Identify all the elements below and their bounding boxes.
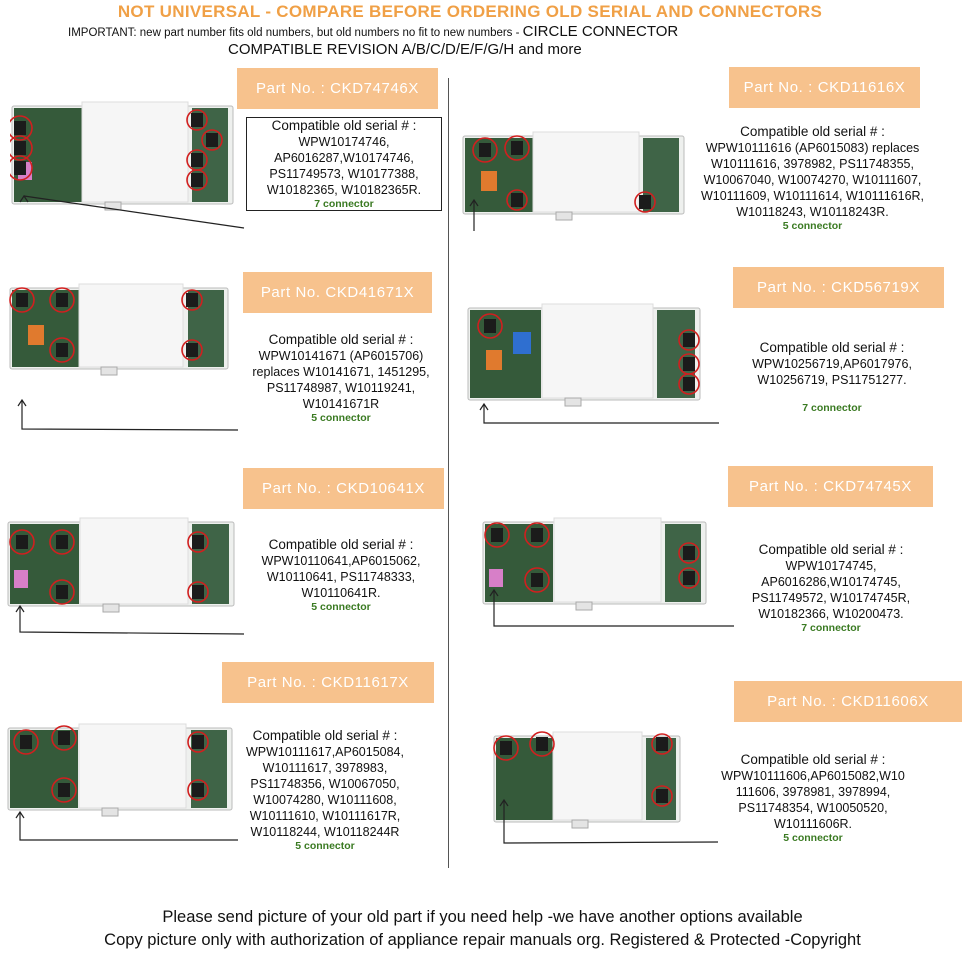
- control-board-photo: [8, 282, 230, 377]
- serial-line: W10111616, 3978982, PS11748355,: [711, 157, 914, 171]
- orange-relay: [481, 171, 497, 191]
- serial-line: PS11749573, W10177388,: [269, 167, 419, 181]
- orange-relay: [28, 325, 44, 345]
- connector-count: 5 connector: [311, 412, 371, 424]
- connector-plug: [191, 173, 203, 187]
- connector-plug: [500, 741, 512, 755]
- serial-line: W10067040, W10074270, W10111607,: [703, 173, 922, 187]
- connector-plug: [56, 585, 68, 599]
- part-number-badge: Part No. : CKD11606X: [734, 681, 962, 722]
- connector-plug: [191, 113, 203, 127]
- connector-plug: [191, 153, 203, 167]
- serial-line: W10118244, W10118244R: [250, 825, 400, 839]
- connector-plug: [511, 193, 523, 207]
- connector-count: 5 connector: [311, 601, 371, 613]
- connector-plug: [683, 357, 695, 371]
- part-number-badge: Part No. : CKD11616X: [729, 67, 920, 108]
- connector-plug: [531, 528, 543, 542]
- pointer-arrow: [488, 584, 740, 632]
- compatible-caption: Compatible old serial # :: [252, 728, 398, 743]
- serial-line: WPW10111617,AP6015084,: [246, 745, 404, 759]
- connector-plug: [186, 293, 198, 307]
- mounting-tab: [101, 367, 117, 375]
- relay-cover: [79, 284, 183, 367]
- serial-line: AP6016287,W10174746,: [274, 151, 414, 165]
- control-board-photo: [466, 302, 702, 408]
- serial-line: AP6016286,W10174745,: [761, 575, 901, 589]
- connector-plug: [683, 546, 695, 560]
- connector-plug: [186, 343, 198, 357]
- connector-plug: [192, 535, 204, 549]
- serial-info-box: [236, 332, 446, 424]
- connector-plug: [20, 735, 32, 749]
- connector-plug: [16, 293, 28, 307]
- help-note: Please send picture of your old part if you need help -we have another options available: [162, 908, 803, 926]
- connector-plug: [16, 535, 28, 549]
- serial-line: W10256719, PS11751277.: [757, 373, 907, 387]
- relay-cover: [80, 518, 188, 604]
- compatible-caption: Compatible old serial # :: [758, 542, 904, 557]
- connector-count: 5 connector: [783, 832, 843, 844]
- serial-info-box: [690, 124, 935, 232]
- pointer-arrow: [14, 806, 244, 846]
- connector-plug: [479, 143, 491, 157]
- connector-count: 7 connector: [801, 622, 861, 634]
- important-text: IMPORTANT: new part number fits old numbers, but old numbers no fit to new numbers -: [68, 27, 520, 39]
- serial-line: W10111606R.: [773, 817, 853, 831]
- compatible-caption: Compatible old serial # :: [759, 340, 905, 355]
- part-number-badge: Part No. CKD41671X: [243, 272, 432, 313]
- part-number-badge: Part No. : CKD74745X: [728, 466, 933, 507]
- serial-line: WPW10111606,AP6015082,W10: [721, 769, 905, 783]
- serial-line: WPW10110641,AP6015062,: [261, 554, 421, 568]
- compatible-caption: Compatible old serial # :: [740, 124, 885, 139]
- header-title: NOT UNIVERSAL - COMPARE BEFORE ORDERING OLD SERIAL AND CONNECTORS: [117, 2, 823, 21]
- serial-line: W10111617, 3978983,: [262, 761, 388, 775]
- serial-line: PS11748356, W10067050,: [250, 777, 400, 791]
- mounting-tab: [556, 212, 572, 220]
- relay-cover: [82, 102, 188, 202]
- connector-plug: [206, 133, 218, 147]
- connector-plug: [511, 141, 523, 155]
- compatible-caption: Compatible old serial # :: [740, 752, 886, 767]
- serial-line: WPW10141671 (AP6015706): [258, 349, 424, 363]
- connector-count: 5 connector: [295, 840, 355, 852]
- connector-count: 7 connector: [802, 402, 862, 414]
- serial-line: 111606, 3978981, 3978994,: [735, 785, 891, 799]
- serial-line: W10110641R.: [301, 586, 381, 600]
- important-note: [68, 23, 678, 40]
- connector-count: 5 connector: [782, 220, 843, 232]
- serial-info-box: [721, 752, 905, 844]
- serial-info-box: [733, 340, 931, 414]
- connector-plug: [56, 293, 68, 307]
- serial-line: W10110641, PS11748333,: [266, 570, 416, 584]
- serial-line: W10182366, W10200473.: [758, 607, 904, 621]
- connector-plug: [683, 571, 695, 585]
- relay-cover: [533, 132, 639, 212]
- serial-line: PS11748987, W10119241,: [266, 381, 416, 395]
- connector-plug: [56, 343, 68, 357]
- pointer-line: [24, 196, 244, 228]
- serial-line: W10118243, W10118243R.: [736, 205, 889, 219]
- relay-cover: [79, 724, 186, 808]
- pointer-arrow: [16, 394, 244, 436]
- pointer-line: [494, 590, 734, 626]
- compatible-caption: Compatible old serial # :: [271, 118, 417, 133]
- serial-line: W10182365, W10182365R.: [266, 183, 422, 197]
- serial-line: replaces W10141671, 1451295,: [252, 365, 430, 379]
- compatible-caption: Compatible old serial # :: [268, 332, 414, 347]
- pointer-line: [20, 606, 244, 634]
- serial-line: WPW10174746,: [298, 135, 390, 149]
- serial-line: WPW10111616 (AP6015083) replaces: [705, 141, 920, 155]
- relay-cover: [542, 304, 653, 398]
- serial-info-box: [240, 728, 410, 852]
- connector-plug: [491, 528, 503, 542]
- connector-plug: [656, 737, 668, 751]
- pointer-arrow: [468, 194, 480, 237]
- orange-relay: [486, 350, 502, 370]
- connector-plug: [639, 195, 651, 209]
- pointer-arrow: [18, 190, 250, 234]
- connector-plug: [56, 535, 68, 549]
- blue-relay: [513, 332, 531, 354]
- pointer-line: [484, 404, 719, 423]
- connector-plug: [683, 377, 695, 391]
- control-board-photo: [461, 130, 686, 222]
- connector-plug: [14, 161, 26, 175]
- pointer-line: [504, 800, 718, 843]
- connector-plug: [14, 141, 26, 155]
- column-divider: [448, 78, 449, 868]
- serial-line: WPW10256719,AP6017976,: [752, 357, 912, 371]
- connector-plug: [536, 737, 548, 751]
- serial-line: W10111610, W10111617R,: [249, 809, 401, 823]
- compatible-caption: Compatible old serial # :: [268, 537, 414, 552]
- control-board-photo: [6, 722, 234, 818]
- serial-line: W10074280, W10111608,: [253, 793, 397, 807]
- pointer-arrow: [498, 794, 724, 849]
- connector-plug: [192, 585, 204, 599]
- part-number-badge: Part No. : CKD74746X: [237, 68, 438, 109]
- pointer-line: [22, 400, 238, 430]
- part-number-badge: Part No. : CKD56719X: [733, 267, 944, 308]
- pointer-line: [20, 812, 238, 840]
- connector-plug: [484, 319, 496, 333]
- serial-line: WPW10174745,: [785, 559, 877, 573]
- serial-line: W10111609, W10111614, W10111616R,: [700, 189, 925, 203]
- pink-component: [14, 570, 28, 588]
- connector-plug: [192, 735, 204, 749]
- connector-plug: [14, 121, 26, 135]
- serial-info-box: [246, 117, 442, 211]
- pointer-arrow: [14, 600, 250, 640]
- serial-line: PS11749572, W10174745R,: [751, 591, 911, 605]
- serial-line: W10141671R: [302, 397, 380, 411]
- part-number-badge: Part No. : CKD10641X: [243, 468, 444, 509]
- connector-plug: [683, 333, 695, 347]
- connector-plug: [58, 783, 70, 797]
- serial-info-box: [236, 537, 446, 613]
- connector-count: 7 connector: [314, 198, 374, 210]
- spacer: [733, 388, 931, 402]
- copyright-note: Copy picture only with authorization of appliance repair manuals org. Registered & Protected -Copyright: [104, 931, 861, 949]
- serial-info-box: [746, 542, 916, 634]
- connector-plug: [192, 783, 204, 797]
- part-number-badge: Part No. : CKD11617X: [222, 662, 434, 703]
- revision-note: COMPATIBLE REVISION A/B/C/D/E/F/G/H and more: [228, 41, 582, 58]
- connector-plug: [58, 731, 70, 745]
- serial-line: PS11748354, W10050520,: [738, 801, 888, 815]
- circle-connector-note: CIRCLE CONNECTOR: [522, 23, 679, 40]
- pointer-arrow: [478, 398, 725, 429]
